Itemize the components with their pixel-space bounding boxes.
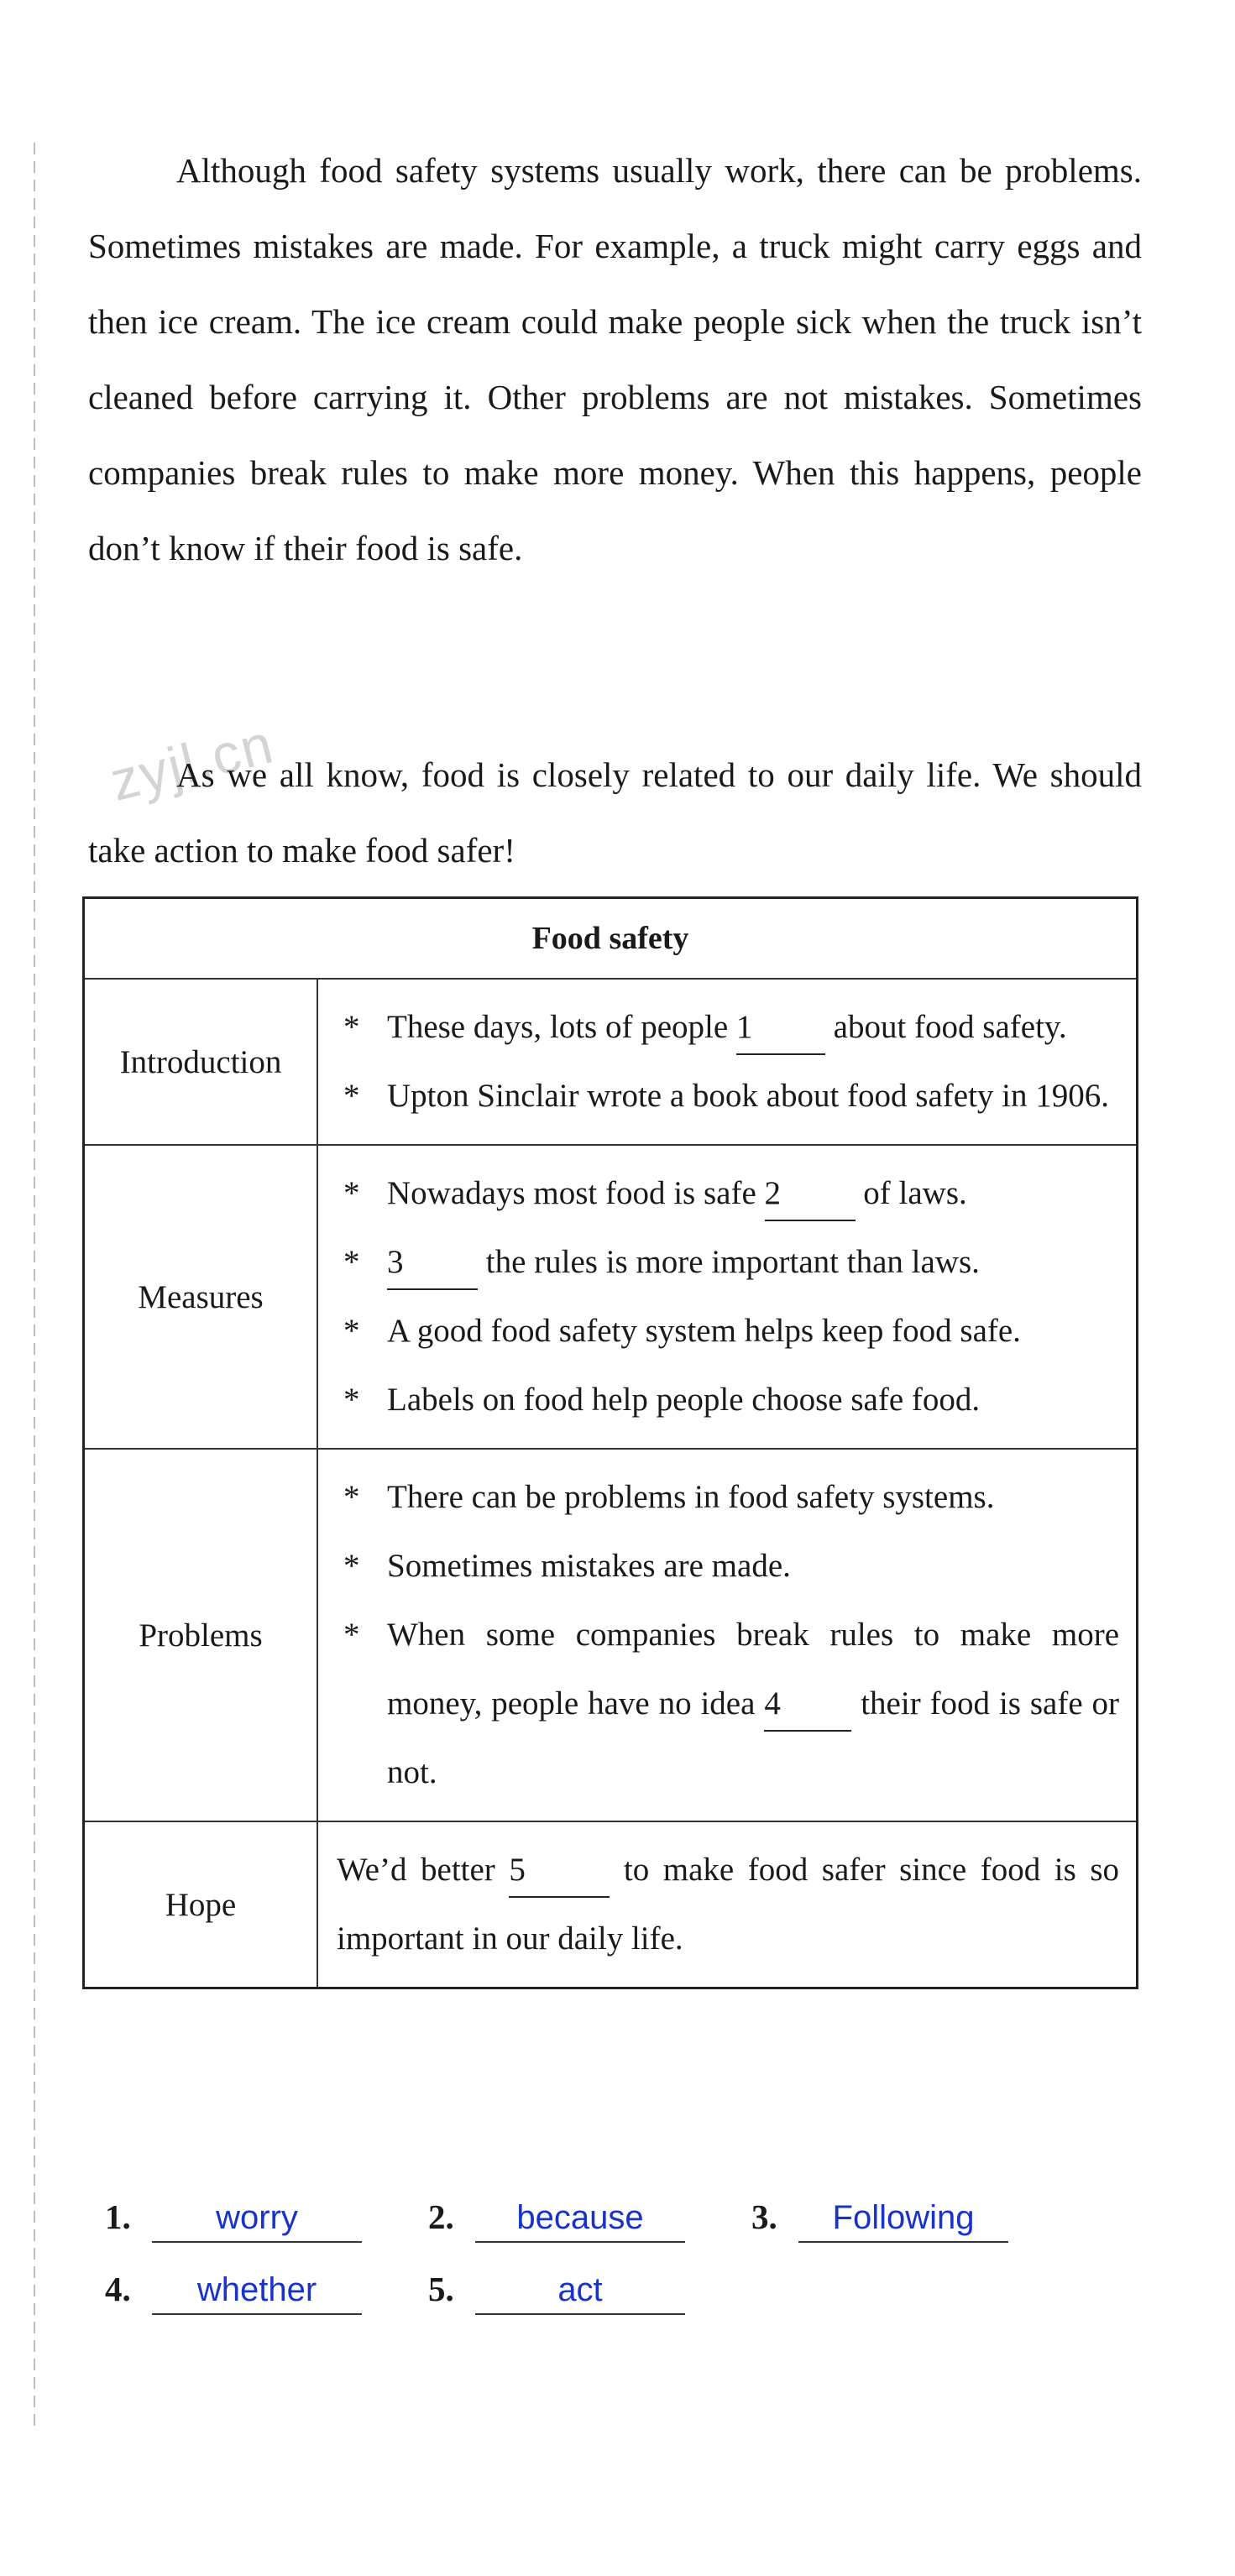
- star-bullet-icon: *: [343, 1617, 360, 1653]
- star-bullet-icon: *: [343, 1009, 360, 1045]
- table-row-hope: [84, 1821, 1138, 1988]
- answer-4: [105, 2266, 362, 2315]
- row-label-hope: Hope: [84, 1821, 318, 1988]
- measures-content: [317, 1145, 1138, 1449]
- bullet-text: These days, lots of people: [387, 1009, 729, 1045]
- problems-content: [317, 1449, 1138, 1821]
- bullet-text: Upton Sinclair wrote a book about food safety in 1906.: [387, 1078, 1109, 1114]
- answer-value: Following: [798, 2194, 1008, 2243]
- bullet-text: A good food safety system helps keep food safe.: [387, 1313, 1021, 1349]
- hope-text-after: to make food safer since food is so important in our daily life.: [337, 1852, 1120, 1957]
- paragraph-1-text: Although food safety systems usually work, there can be problems. Sometimes mistakes are made. For example, a truck might carry eggs and then ice cream. The ice cream could make people sick when the truck isn’t cleaned before carrying it. Other problems are not mistakes. Sometimes companies break rules to make more money. When this happens, people don’t know if their food is safe.: [88, 151, 1142, 567]
- list-item: [343, 1297, 1119, 1366]
- list-item: [343, 993, 1119, 1062]
- answer-number: 2.: [428, 2197, 454, 2236]
- passage-paragraph-2: [88, 737, 1142, 888]
- hope-text-before: We’d better: [337, 1852, 495, 1888]
- list-item: [343, 1062, 1119, 1131]
- star-bullet-icon: *: [343, 1313, 360, 1349]
- blank-3: 3: [387, 1236, 478, 1290]
- answer-value: because: [475, 2194, 685, 2243]
- star-bullet-icon: *: [343, 1175, 360, 1211]
- bullet-text: the rules is more important than laws.: [485, 1244, 980, 1280]
- bullet-text: Sometimes mistakes are made.: [387, 1548, 791, 1584]
- answer-2: [428, 2194, 685, 2243]
- table-row-measures: [84, 1145, 1138, 1449]
- answer-number: 3.: [751, 2197, 777, 2236]
- list-item: [343, 1366, 1119, 1434]
- star-bullet-icon: *: [343, 1479, 360, 1515]
- row-label-introduction: Introduction: [84, 979, 318, 1145]
- row-label-measures: Measures: [84, 1145, 318, 1449]
- list-item: [343, 1601, 1119, 1807]
- row-label-problems: Problems: [84, 1449, 318, 1821]
- margin-dashed-line: [34, 143, 35, 2426]
- list-item: [343, 1159, 1119, 1228]
- bullet-text: When some companies break rules to make more money, people have no idea: [387, 1617, 1119, 1722]
- answer-value: worry: [152, 2194, 362, 2243]
- answer-value: act: [475, 2266, 685, 2315]
- bullet-text: of laws.: [863, 1175, 967, 1211]
- answer-number: 4.: [105, 2270, 131, 2308]
- answer-number: 5.: [428, 2270, 454, 2308]
- answer-number: 1.: [105, 2197, 131, 2236]
- introduction-content: [317, 979, 1138, 1145]
- table-title: Food safety: [84, 898, 1138, 980]
- blank-2: 2: [765, 1168, 856, 1221]
- hope-text: [337, 1836, 1119, 1973]
- star-bullet-icon: *: [343, 1548, 360, 1584]
- answer-5: [428, 2266, 685, 2315]
- list-item: [343, 1228, 1119, 1297]
- bullet-text: their food is safe or not.: [387, 1685, 1119, 1790]
- bullet-text: Labels on food help people choose safe food.: [387, 1382, 981, 1418]
- answer-1: [105, 2194, 362, 2243]
- answer-value: whether: [152, 2266, 362, 2315]
- blank-4: 4: [764, 1678, 851, 1732]
- hope-content: [317, 1821, 1138, 1988]
- star-bullet-icon: *: [343, 1078, 360, 1114]
- bullet-text: There can be problems in food safety systems.: [387, 1479, 995, 1515]
- list-item: [343, 1463, 1119, 1532]
- watermark: zyjl.cn: [103, 712, 280, 813]
- table-row-introduction: [84, 979, 1138, 1145]
- bullet-text: about food safety.: [833, 1009, 1067, 1045]
- paragraph-2-text: As we all know, food is closely related to our daily life. We should take action to make food safer!: [88, 755, 1142, 870]
- table-row-problems: [84, 1449, 1138, 1821]
- star-bullet-icon: *: [343, 1382, 360, 1418]
- blank-1: 1: [736, 1001, 825, 1055]
- star-bullet-icon: *: [343, 1244, 360, 1280]
- passage-paragraph-1: [88, 133, 1142, 586]
- list-item: [343, 1532, 1119, 1601]
- blank-5: 5: [509, 1844, 610, 1898]
- answer-3: [751, 2194, 1008, 2243]
- bullet-text: Nowadays most food is safe: [387, 1175, 756, 1211]
- food-safety-table: [82, 896, 1138, 1989]
